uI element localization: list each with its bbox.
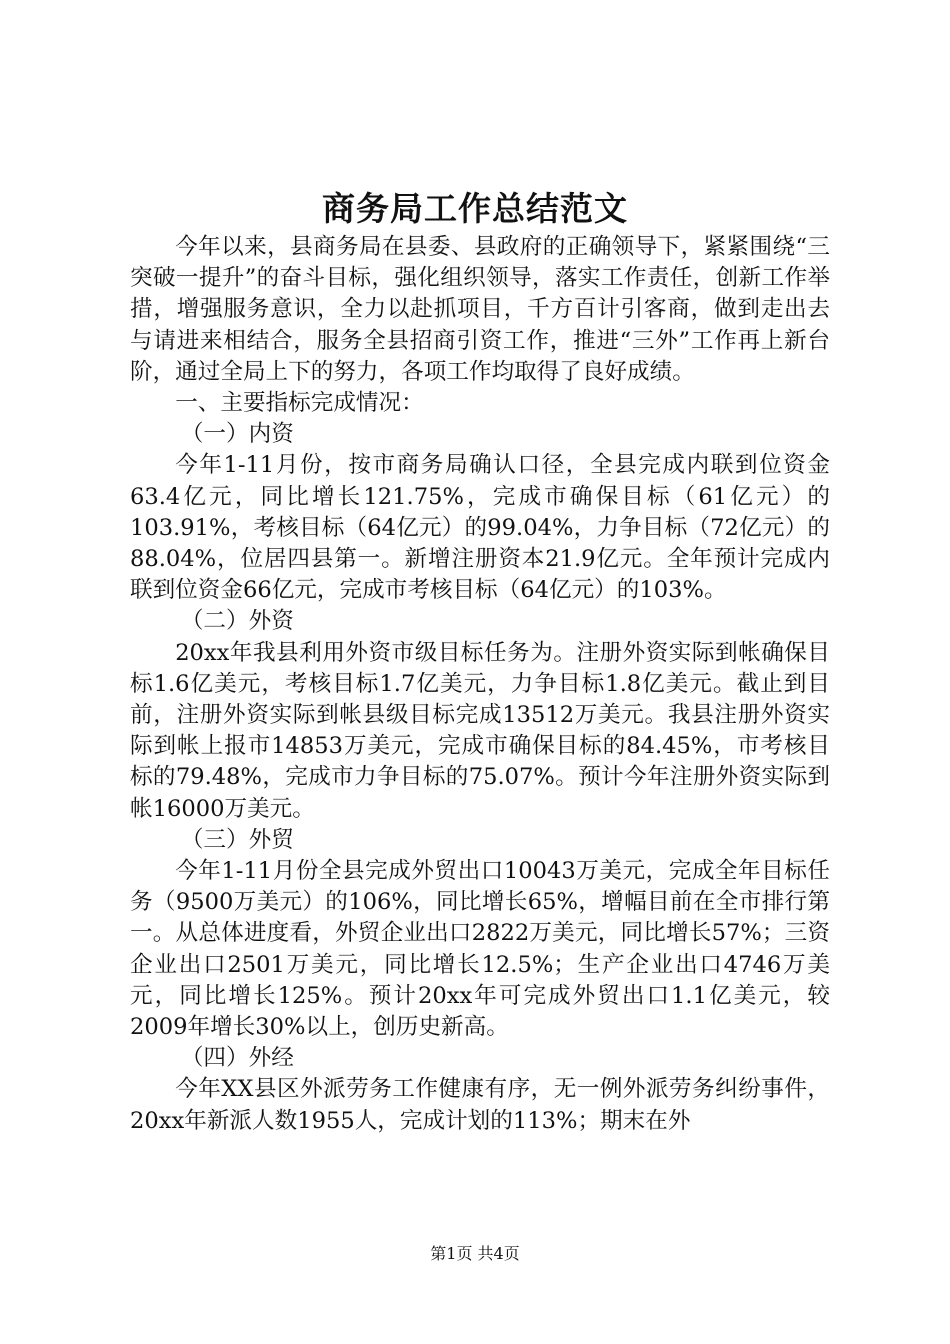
- paragraph-foreign-trade: 今年1-11月份全县完成外贸出口10043万美元，完成全年目标任务（9500万美元）的106%，同比增长65%，增幅目前在全市排行第一。从总体进度看，外贸企业出口2822万美元，同比增长57%；三资企业出口2501万美元，同比增长12.5%；生产企业出口4746万美元，同比增长125%。预计20xx年可完成外贸出口1.1亿美元，较2009年增长30%以上，创历史新高。: [130, 858, 830, 1041]
- page-footer: [0, 1242, 950, 1266]
- paragraph-foreign-economic: 今年XX县区外派劳务工作健康有序，无一例外派劳务纠纷事件，20xx年新派人数1955人，完成计划的113%；期末在外: [130, 1076, 830, 1134]
- document-body: [130, 232, 830, 1137]
- paragraph-foreign-capital: 20xx年我县利用外资市级目标任务为。注册外资实际到帐确保目标1.6亿美元，考核目标1.7亿美元，力争目标1.8亿美元。截止到目前，注册外资实际到帐县级目标完成13512万美元。我县注册外资实际到帐上报市14853万美元，完成市确保目标的84.45%，市考核目标的79.48%，完成市力争目标的75.07%。预计今年注册外资实际到帐16000万美元。: [130, 639, 830, 822]
- page-number: 第1页 共4页: [430, 1244, 520, 1263]
- subheading-foreign-trade: （三）外贸: [180, 826, 294, 853]
- subheading-foreign-economic: （四）外经: [180, 1045, 294, 1072]
- document-title: 商务局工作总结范文: [322, 189, 628, 228]
- intro-paragraph: 今年以来，县商务局在县委、县政府的正确领导下，紧紧围绕“三突破一提升”的奋斗目标，强化组织领导，落实工作责任，创新工作举措，增强服务意识，全力以赴抓项目，千方百计引客商，做到走出去与请进来相结合，服务全县招商引资工作，推进“三外”工作再上新台阶，通过全局上下的努力，各项工作均取得了良好成绩。: [130, 234, 830, 385]
- paragraph-domestic-capital: 今年1-11月份，按市商务局确认口径，全县完成内联到位资金63.4亿元，同比增长121.75%，完成市确保目标（61亿元）的103.91%，考核目标（64亿元）的99.04%，力争目标（72亿元）的88.04%，位居四县第一。新增注册资本21.9亿元。全年预计完成内联到位资金66亿元，完成市考核目标（64亿元）的103%。: [130, 452, 830, 604]
- section-heading-main-indicators: 一、主要指标完成情况：: [175, 390, 424, 417]
- subheading-domestic-capital: （一）内资: [180, 421, 294, 448]
- subheading-foreign-capital: （二）外资: [180, 608, 294, 635]
